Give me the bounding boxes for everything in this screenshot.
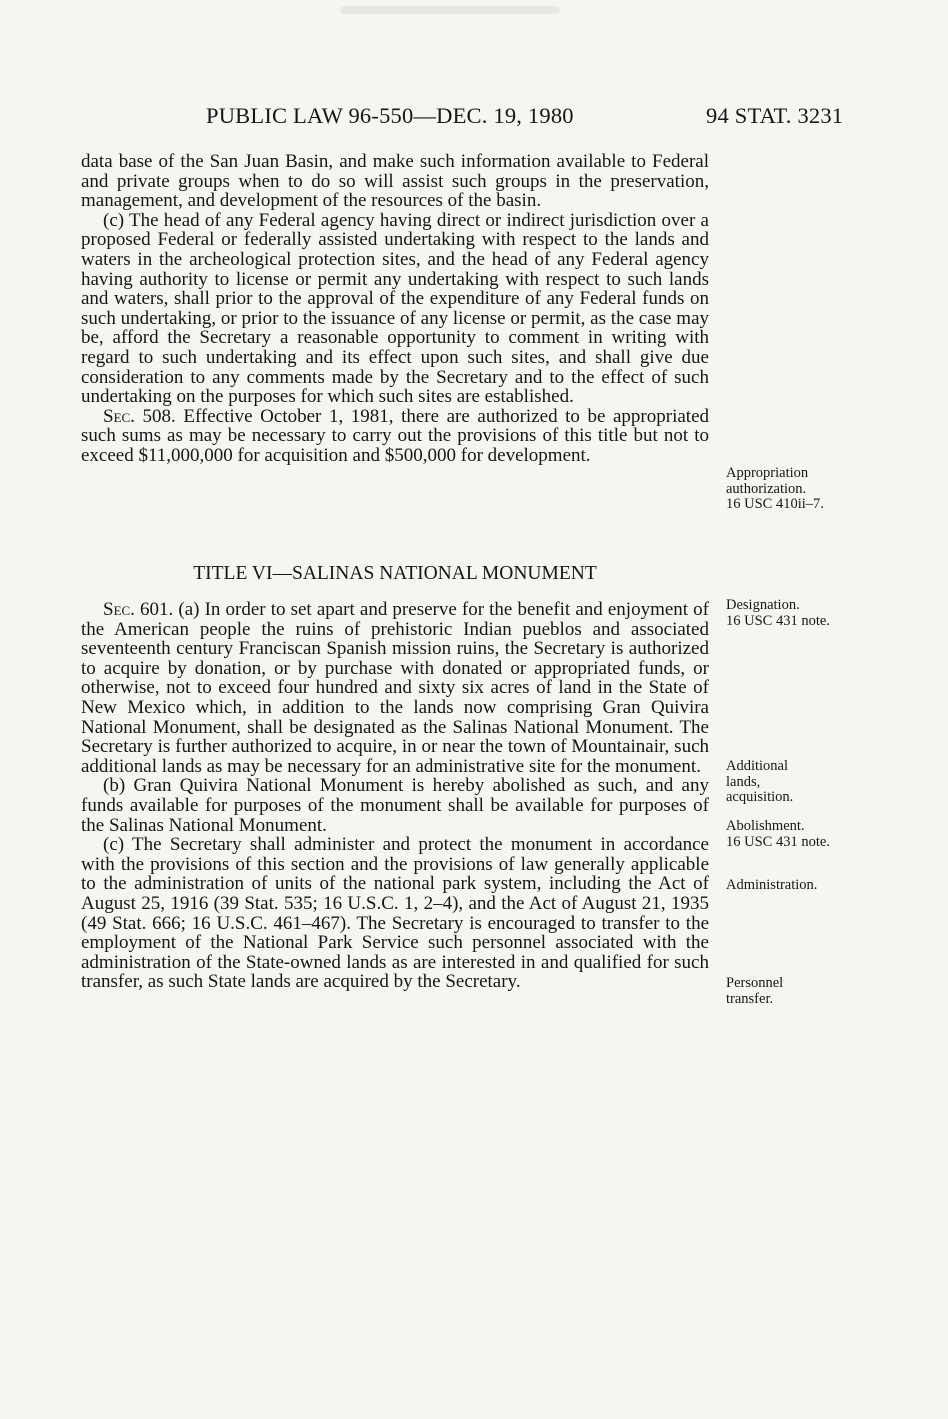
paragraph-sec-601-a <box>81 600 709 776</box>
title-vi-heading: TITLE VI—SALINAS NATIONAL MONUMENT <box>193 563 597 584</box>
scan-smudge <box>340 6 560 14</box>
body-block-1 <box>81 152 709 466</box>
sec-601-a-text: 601. (a) In order to set apart and preserve for the benefit and enjoyment of the American people the ruins of prehistoric Indian pueblos and associated seventeenth century Franciscan Spanish mission ruins, the Secretary is authorized to acquire by donation, or by purchase with donated or appropriated funds, or otherwise, not to exceed four hundred and sixty six acres of land in the State of New Mexico which, in addition to the lands now comprising Gran Quivira National Monument, shall be designated as the Salinas National Monument. The Secretary is further authorized to acquire, in or near the town of Mountainair, such additional lands as may be necessary for an administrative site for the monument. <box>81 599 709 777</box>
paragraph-sec-601-c: (c) The Secretary shall administer and protect the monument in accordance with the provisions of this section and the provisions of law generally applicable to the administration of units of the national park system, including the Act of August 25, 1916 (39 Stat. 535; 16 U.S.C. 1, 2–4), and the Act of August 21, 1935 (49 Stat. 666; 16 U.S.C. 461–467). The Secretary is encouraged to transfer to the employment of the National Park Service such personnel associated with the administration of the State-owned lands as are interested in and qualified for such transfer, as such State lands are acquired by the Secretary. <box>81 834 709 993</box>
header-stat-citation: 94 STAT. 3231 <box>706 103 844 128</box>
sec-label: Sec. <box>103 405 135 427</box>
margin-note-administration: Administration. <box>726 877 818 893</box>
paragraph-sec-508 <box>81 407 709 466</box>
sec-label: Sec. <box>103 599 135 620</box>
paragraph-data-base: data base of the San Juan Basin, and make such information available to Federal and private groups when to do so will assist such groups in the preservation, management, and development of the resources of the basin. <box>81 151 709 212</box>
margin-note-personnel: Personnel transfer. <box>726 975 784 1007</box>
paragraph-c-federal-agency: (c) The head of any Federal agency having direct or indirect jurisdiction over a proposed Federal or federally assisted undertaking with respect to the lands and waters in the archeological protection sites, and the head of any Federal agency having authority to license or permit any undertaking with respect to such lands and waters, shall prior to the approval of the expenditure of any Federal funds on such undertaking, or prior to the issuance of any license or permit, as the case may be, afford the Secretary a reasonable opportunity to comment in writing with regard to such undertaking and its effect upon such sites, and shall give due consideration to any comments made by the Secretary and to the effect of such undertaking on the purposes for which such sites are established. <box>81 209 709 408</box>
margin-note-appropriation: Appropriation authorization. 16 USC 410ii–7. <box>726 465 824 513</box>
header-title: PUBLIC LAW 96-550—DEC. 19, 1980 <box>206 103 574 128</box>
body-block-2 <box>81 600 709 992</box>
sec-508-text: 508. Effective October 1, 1981, there are authorized to be appropriated such sums as may be necessary to carry out the provisions of this title but not to exceed $11,000,000 for acquisition and $500,000 for development. <box>81 405 710 466</box>
margin-note-additional-lands: Additional lands, acquisition. <box>726 758 794 806</box>
margin-note-abolishment: Abolishment. 16 USC 431 note. <box>726 818 830 850</box>
page-header <box>0 103 948 133</box>
margin-note-designation: Designation. 16 USC 431 note. <box>726 597 830 629</box>
paragraph-sec-601-b: (b) Gran Quivira National Monument is hereby abolished as such, and any funds available for purposes of the monument shall be available for purposes of the Salinas National Monument. <box>81 775 709 836</box>
